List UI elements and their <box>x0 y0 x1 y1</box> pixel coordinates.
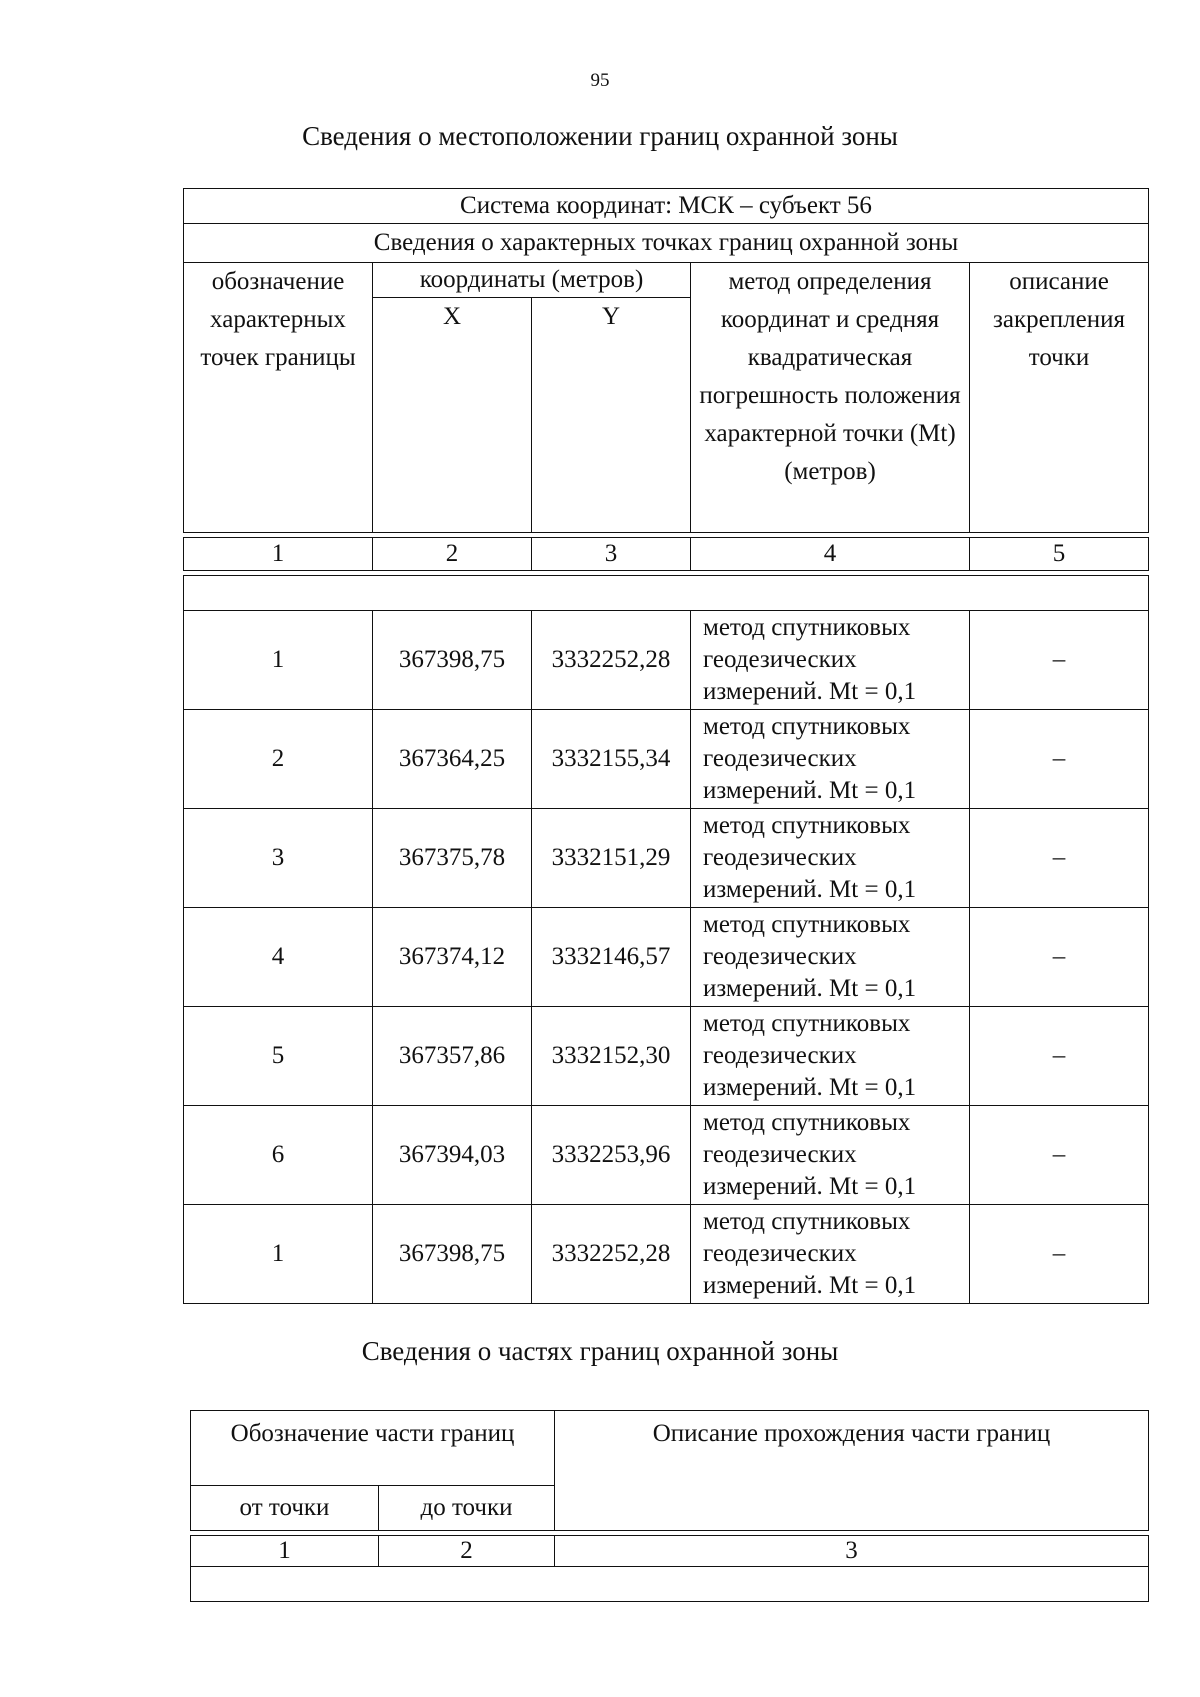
page-number: 95 <box>590 70 610 91</box>
parts-header-designation: Обозначение части границ <box>191 1411 555 1486</box>
x-cell: 367398,75 <box>373 611 532 710</box>
coord-system-cell: Система координат: МСК – субъект 56 <box>184 189 1149 224</box>
x-cell: 367375,78 <box>373 809 532 908</box>
page-title: Сведения о местоположении границ охранной зоны <box>302 121 898 151</box>
header-method: метод определения координат и средняя квадратическая погрешность положения характерной точки (Mt) (метров) <box>691 263 970 533</box>
method-cell: метод спутниковых геодезических измерений. Mt = 0,1 <box>691 611 970 710</box>
point-cell: 6 <box>184 1106 373 1205</box>
parts-column-numbers-row <box>191 1536 1149 1567</box>
description-cell: – <box>970 710 1149 809</box>
column-number-cell: 5 <box>970 538 1149 571</box>
x-cell: 367364,25 <box>373 710 532 809</box>
column-number-cell: 1 <box>184 538 373 571</box>
method-cell: метод спутниковых геодезических измерений. Mt = 0,1 <box>691 1106 970 1205</box>
column-number-cell: 4 <box>691 538 970 571</box>
x-cell: 367394,03 <box>373 1106 532 1205</box>
header-description: описание закрепления точки <box>970 263 1149 533</box>
method-cell: метод спутниковых геодезических измерений. Mt = 0,1 <box>691 1205 970 1304</box>
x-cell: 367398,75 <box>373 1205 532 1304</box>
x-cell: 367374,12 <box>373 908 532 1007</box>
points-table <box>183 188 1149 1304</box>
parts-column-number-cell: 1 <box>191 1536 379 1567</box>
y-cell: 3332146,57 <box>532 908 691 1007</box>
table-row <box>184 611 1149 710</box>
parts-title: Сведения о частях границ охранной зоны <box>361 1336 839 1366</box>
parts-column-number-cell: 3 <box>555 1536 1149 1567</box>
header-x: X <box>373 298 532 533</box>
column-number-cell: 2 <box>373 538 532 571</box>
method-cell: метод спутниковых геодезических измерений. Mt = 0,1 <box>691 908 970 1007</box>
parts-header-description: Описание прохождения части границ <box>555 1411 1149 1531</box>
y-cell: 3332252,28 <box>532 611 691 710</box>
table-row <box>184 1106 1149 1205</box>
point-cell: 1 <box>184 1205 373 1304</box>
y-cell: 3332252,28 <box>532 1205 691 1304</box>
table-row <box>184 1007 1149 1106</box>
description-cell: – <box>970 1007 1149 1106</box>
header-coordinates: координаты (метров) <box>373 263 691 298</box>
description-cell: – <box>970 611 1149 710</box>
parts-column-number-cell: 2 <box>379 1536 555 1567</box>
x-cell: 367357,86 <box>373 1007 532 1106</box>
method-cell: метод спутниковых геодезических измерений. Mt = 0,1 <box>691 710 970 809</box>
point-cell: 4 <box>184 908 373 1007</box>
point-cell: 5 <box>184 1007 373 1106</box>
points-subtitle-cell: Сведения о характерных точках границ охранной зоны <box>184 224 1149 263</box>
description-cell: – <box>970 809 1149 908</box>
parts-table <box>190 1410 1149 1602</box>
empty-row <box>184 576 1149 611</box>
point-cell: 2 <box>184 710 373 809</box>
point-cell: 3 <box>184 809 373 908</box>
y-cell: 3332151,29 <box>532 809 691 908</box>
table-row <box>184 809 1149 908</box>
parts-empty-row <box>191 1567 1149 1602</box>
column-number-cell: 3 <box>532 538 691 571</box>
parts-header-from: от точки <box>191 1486 379 1531</box>
table-row <box>184 1205 1149 1304</box>
method-cell: метод спутниковых геодезических измерений. Mt = 0,1 <box>691 809 970 908</box>
description-cell: – <box>970 908 1149 1007</box>
description-cell: – <box>970 1106 1149 1205</box>
point-cell: 1 <box>184 611 373 710</box>
y-cell: 3332253,96 <box>532 1106 691 1205</box>
column-numbers-row <box>184 538 1149 571</box>
parts-header-to: до точки <box>379 1486 555 1531</box>
header-designation: обозначение характерных точек границы <box>184 263 373 533</box>
y-cell: 3332152,30 <box>532 1007 691 1106</box>
y-cell: 3332155,34 <box>532 710 691 809</box>
table-row <box>184 710 1149 809</box>
table-row <box>184 908 1149 1007</box>
header-y: Y <box>532 298 691 533</box>
method-cell: метод спутниковых геодезических измерений. Mt = 0,1 <box>691 1007 970 1106</box>
description-cell: – <box>970 1205 1149 1304</box>
